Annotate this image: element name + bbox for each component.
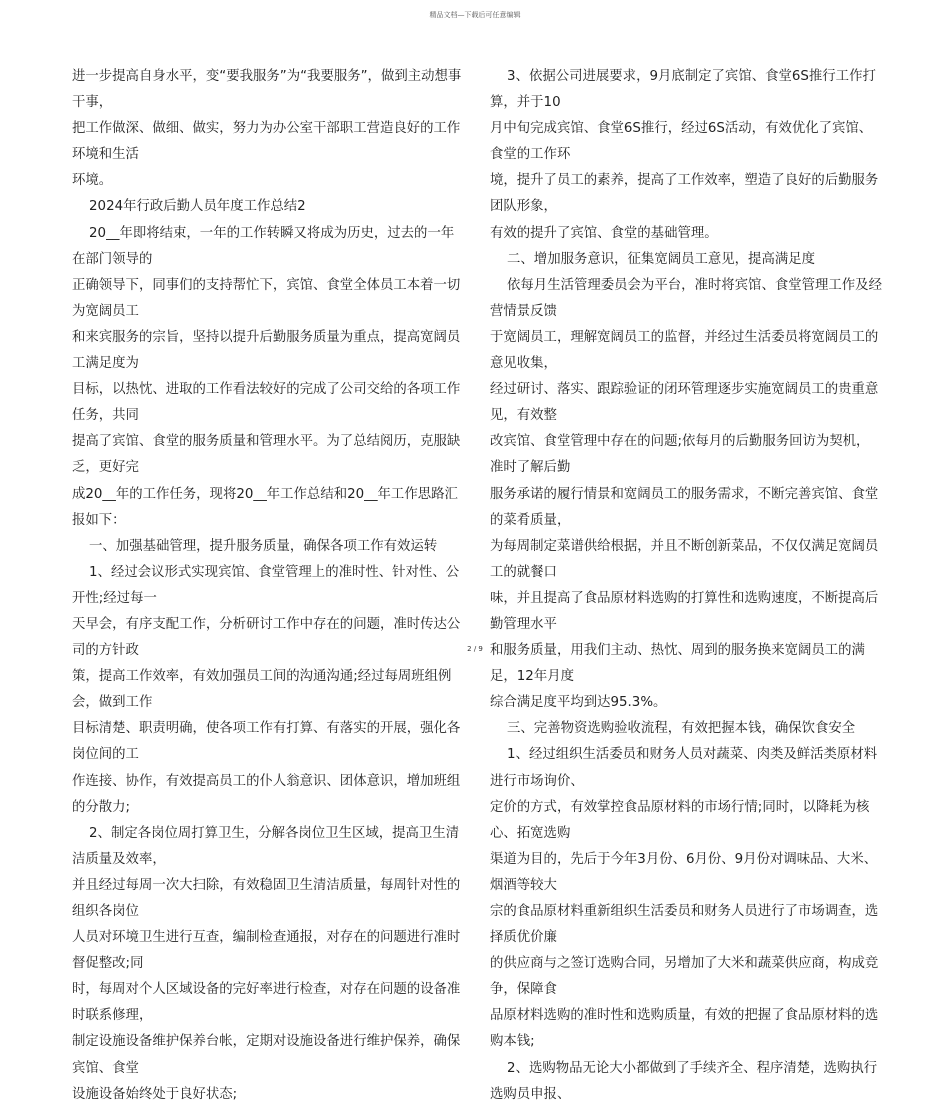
text-line: 并且经过每周一次大扫除，有效稳固卫生清洁质量，每周针对性的组织各岗位 [72,877,461,919]
right-column [490,64,882,1108]
text-line: 2024年行政后勤人员年度工作总结2 [72,199,306,215]
text-line: 渠道为目的，先后于今年3月份、6月份、9月份对调味品、大米、烟酒等较大 [490,851,878,893]
text-line: 二、增加服务意识，征集宽阔员工意见，提高满足度 [490,251,816,267]
text-line: 3、依据公司进展要求，9月底制定了宾馆、食堂6S推行工作打算，并于10 [490,69,876,111]
left-column [72,64,464,1108]
text-line: 改宾馆、食堂管理中存在的问题;依每月的后勤服务回访为契机，准时了解后勤 [490,434,870,476]
page-number: 2 / 9 [467,645,483,653]
page-header: 精品文档—下载后可任意编辑 [429,11,521,19]
text-line: 提高了宾馆、食堂的服务质量和管理水平。为了总结阅历，克服缺乏，更好完 [72,434,461,476]
text-line: 服务承诺的履行情景和宽阔员工的服务需求，不断完善宾馆、食堂的菜肴质量， [490,486,879,528]
text-line: 有效的提升了宾馆、食堂的基础管理。 [490,225,718,241]
text-line: 2、制定各岗位周打算卫生，分解各岗位卫生区域，提高卫生清洁质量及效率， [72,825,460,867]
text-line: 进一步提高自身水平，变“要我服务”为“我要服务”，做到主动想事干事， [72,69,462,111]
text-line: 环境。 [72,173,113,189]
text-line: 成20__年的工作任务，现将20__年工作总结和20__年工作思路汇报如下： [72,486,458,528]
text-line: 1、经过会议形式实现宾馆、食堂管理上的准时性、针对性、公开性;经过每一 [72,564,460,606]
text-line: 2、选购物品无论大小都做到了手续齐全、程序清楚，选购执行选购员申报、 [490,1060,878,1102]
text-line: 设施设备始终处于良好状态; [72,1086,238,1102]
text-line: 目标清楚、职责明确，使各项工作有打算、有落实的开展，强化各岗位间的工 [72,721,461,763]
text-line: 和服务质量，用我们主动、热忱、周到的服务换来宽阔员工的满足，12年月度 [490,643,865,685]
text-line: 境，提升了员工的素养，提高了工作效率，塑造了良好的后勤服务团队形象， [490,173,879,215]
text-line: 把工作做深、做细、做实，努力为办公室干部职工营造良好的工作环境和生活 [72,121,461,163]
text-line: 正确领导下，同事们的支持帮忙下，宾馆、食堂全体员工本着一切为宽阔员工 [72,277,461,319]
text-line: 宗的食品原材料重新组织生活委员和财务人员进行了市场调查，选择质优价廉 [490,904,879,946]
text-line: 作连接、协作，有效提高员工的仆人翁意识、团体意识，增加班组的分散力; [72,773,461,815]
text-line: 1、经过组织生活委员和财务人员对蔬菜、肉类及鲜活类原材料进行市场询价、 [490,747,878,789]
text-line: 一、加强基础管理，提升服务质量，确保各项工作有效运转 [72,538,438,554]
text-line: 品原材料选购的准时性和选购质量，有效的把握了食品原材料的选购本钱; [490,1008,879,1050]
text-line: 20__年即将结束，一年的工作转瞬又将成为历史，过去的一年在部门领导的 [72,225,455,267]
text-line: 依每月生活管理委员会为平台，准时将宾馆、食堂管理工作及经营情景反馈 [490,277,882,319]
text-line: 综合满足度平均到达95.3%。 [490,695,667,711]
text-line: 策，提高工作效率，有效加强员工间的沟通沟通;经过每周班组例会，做到工作 [72,669,452,711]
text-line: 天早会，有序支配工作，分析研讨工作中存在的问题，准时传达公司的方针政 [72,616,461,659]
text-line: 为每周制定菜谱供给根据，并且不断创新菜品，不仅仅满足宽阔员工的就餐口 [490,538,879,580]
text-line: 月中旬完成宾馆、食堂6S推行，经过6S活动，有效优化了宾馆、食堂的工作环 [490,121,873,163]
text-line: 时，每周对个人区域设备的完好率进行检查，对存在问题的设备准时联系修理， [72,982,461,1024]
text-line: 和来宾服务的宗旨，坚持以提升后勤服务质量为重点，提高宽阔员工满足度为 [72,329,461,372]
text-line: 经过研讨、落实、跟踪验证的闭环管理逐步实施宽阔员工的贵重意见，有效整 [490,382,879,424]
text-line: 定价的方式，有效掌控食品原材料的市场行情;同时，以降耗为核心、拓宽选购 [490,799,870,841]
text-line: 三、完善物资选购验收流程，有效把握本钱，确保饮食安全 [490,721,856,737]
text-line: 于宽阔员工，理解宽阔员工的监督，并经过生活委员将宽阔员工的意见收集， [490,329,879,372]
text-line: 的供应商与之签订选购合同，另增加了大米和蔬菜供应商，构成竞争，保障食 [490,956,879,998]
text-line: 人员对环境卫生进行互查，编制检查通报，对存在的问题进行准时督促整改;同 [72,930,461,972]
text-line: 味，并且提高了食品原材料选购的打算性和选购速度，不断提高后勤管理水平 [490,590,879,632]
text-line: 目标，以热忱、进取的工作看法较好的完成了公司交给的各项工作任务，共同 [72,382,461,424]
text-line: 制定设施设备维护保养台帐，定期对设施设备进行维护保养，确保宾馆、食堂 [72,1034,461,1076]
